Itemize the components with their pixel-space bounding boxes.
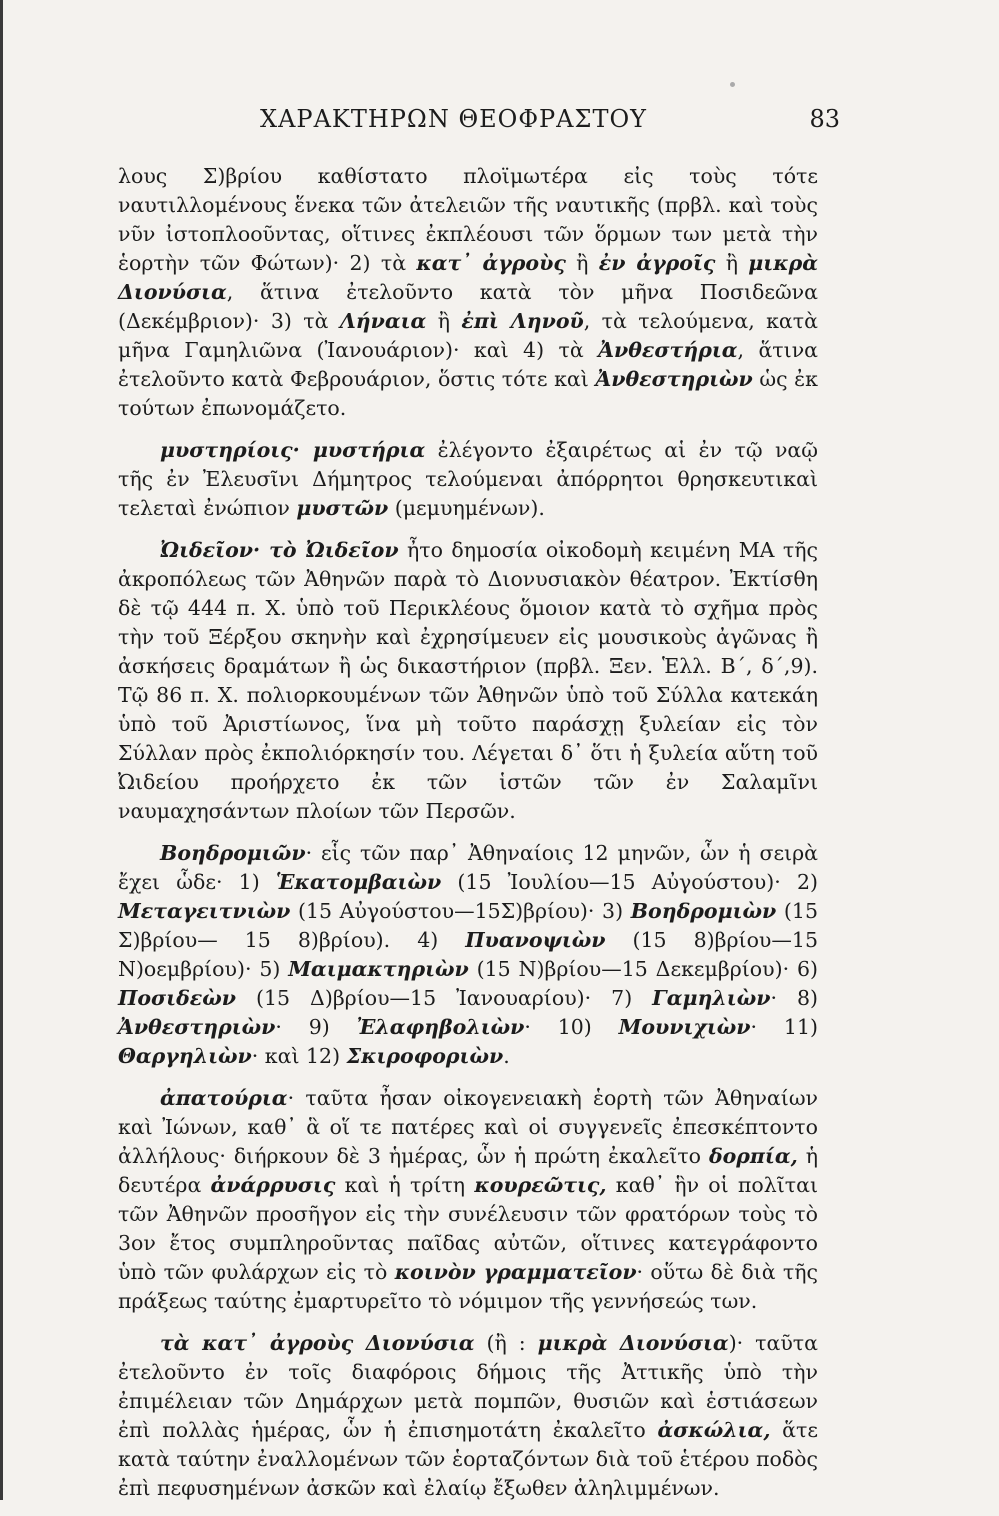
page-header	[150, 105, 840, 145]
page-number: 83	[809, 105, 840, 133]
text-run: ἅτε κατὰ ταύτην ἐναλλομένων τῶν ἑορταζόντων διὰ τοῦ ἑτέρου ποδὸς ἐπὶ πεφυσημένων ἀσκῶν καὶ ἐλαίῳ ἔξωθεν ἀληλιμμένων.	[118, 1418, 818, 1500]
text-run: · 8)	[770, 986, 818, 1010]
term: Ἑκατομβαιὼν	[275, 870, 442, 894]
text-run: ἦτο δημοσία οἰκοδομὴ κειμένη ΜΑ τῆς ἀκροπόλεως τῶν Ἀθηνῶν παρὰ τὸ Διονυσιακὸν θέατρον. Ἐκτίσθη δὲ τῷ 444 π. Χ. ὑπὸ τοῦ Περικλέους ὅμοιον κατὰ τὸ σχῆμα πρὸς τὴν τοῦ Ξέρξου σκηνὴν καὶ ἐχρησίμευεν εἰς μουσικοὺς ἀγῶνας ἢ ἀσκήσεις δραμάτων ἢ ὡς δικαστήριον (πρβλ. Ξεν. Ἑλλ. Β΄, δ΄,9). Τῷ 86 π. Χ. πολιορκουμένων τῶν Ἀθηνῶν ὑπὸ τοῦ Σύλλα κατεκάη ὑπὸ τοῦ Ἀριστίωνος, ἵνα μὴ τοῦτο παράσχῃ ξυλείαν εἰς τὸν Σύλλαν πρὸς ἐκπολιόρκησίν του. Λέγεται δ᾽ ὅτι ἡ ξυλεία αὕτη τοῦ Ὠιδείου προήρχετο ἐκ τῶν ἱστῶν τῶν ἐν Σαλαμῖνι ναυμαχησάντων πλοίων τῶν Περσῶν.	[118, 538, 818, 823]
text-run: (15 8)βρίου—15 Ν)οεμβρίου)· 5)	[118, 928, 818, 981]
term: Ὠιδεῖον· τὸ Ὠιδεῖον	[160, 538, 399, 562]
term: Σκιροφοριὼν	[346, 1044, 504, 1068]
term: Ἀνθεστηριὼν	[118, 1015, 276, 1039]
text-run: (μεμυημένων).	[388, 496, 545, 520]
paragraph	[118, 1329, 818, 1503]
term: Μουνιχιὼν	[618, 1015, 751, 1039]
term: ἀπατούρια	[160, 1086, 288, 1110]
term: ἀσκώλια,	[657, 1418, 771, 1442]
paragraph	[118, 1084, 818, 1316]
term: Ἐλαφηβολιὼν	[356, 1015, 525, 1039]
text-run: (15 Ν)βρίου—15 Δεκεμβρίου)· 6)	[468, 957, 818, 981]
term: Βοηδρομιῶν	[160, 841, 306, 865]
text-run: · οὕτω δὲ διὰ τῆς πράξεως ταύτης ἐμαρτυρεῖτο τὸ νόμιμον τῆς γεννήσεώς των.	[118, 1260, 818, 1313]
term: Πυανοψιὼν	[465, 928, 606, 952]
term: μυστῶν	[296, 496, 389, 520]
text-run: · 9)	[275, 1015, 357, 1039]
text-run: (15 Δ)βρίου—15 Ἰανουαρίου)· 7)	[235, 986, 653, 1010]
term: δορπία,	[708, 1144, 798, 1168]
term: Ποσιδεὼν	[118, 986, 236, 1010]
term: Ἀνθεστήρια	[598, 338, 738, 362]
text-run: )· ταῦτα ἐτελοῦντο ἐν τοῖς διαφόροις δήμοις τῆς Ἀττικῆς ὑπὸ τὴν ἐπιμέλειαν τῶν Δημάρχων μετὰ πομπῶν, θυσιῶν καὶ ἑστιάσεων ἐπὶ πολλὰς ἡμέρας, ὧν ἡ ἐπισημοτάτη ἐκαλεῖτο	[118, 1331, 818, 1442]
term: ἀνάρρυσις	[210, 1173, 336, 1197]
text-run: , τὰ τελούμενα, κατὰ μῆνα Γαμηλιῶνα (Ἰανουάριον)· καὶ 4) τὰ	[118, 309, 818, 362]
text-run: καθ᾽ ἣν οἱ πολῖται τῶν Ἀθηνῶν προσῆγον εἰς τὴν συνέλευσιν τῶν φρατόρων τοὺς τὸ 3ον ἔτος συμπληροῦντας παῖδας αὐτῶν, οἵτινες κατεγράφοντο ὑπὸ τῶν φυλάρχων εἰς τὸ	[118, 1173, 818, 1284]
term: κατ᾽ ἀγροὺς	[416, 251, 566, 275]
text-run: · 10)	[524, 1015, 619, 1039]
text-run: · ταῦτα ἦσαν οἰκογενειακὴ ἑορτὴ τῶν Ἀθηναίων καὶ Ἰώνων, καθ᾽ ἃ οἵ τε πατέρες καὶ οἱ συγγενεῖς ἐπεσκέπτοντο ἀλλήλους· διήρκουν δὲ 3 ἡμέρας, ὧν ἡ πρώτη ἐκαλεῖτο	[118, 1086, 818, 1168]
term: Μαιμακτηριὼν	[288, 957, 469, 981]
text-run: , ἅτινα ἐτελοῦντο κατὰ τὸν μῆνα Ποσιδεῶνα (Δεκέμβριον)· 3) τὰ	[118, 280, 818, 333]
text-run: · καὶ 12)	[251, 1044, 347, 1068]
text-run: (15 Αὐγούστου—15Σ)βρίου)· 3)	[290, 899, 631, 923]
text-run: , ἅτινα ἐτελοῦντο κατὰ Φεβρουάριον, ὅστις τότε καὶ	[118, 338, 818, 391]
term: Θαργηλιὼν	[118, 1044, 252, 1068]
paragraph	[118, 536, 818, 826]
term: ἐν ἀγροῖς	[598, 251, 716, 275]
text-run: .	[503, 1044, 510, 1068]
term: ἐπὶ Ληνοῦ	[461, 309, 584, 333]
paragraph	[118, 839, 818, 1071]
body-text	[118, 162, 818, 1516]
term: Λήναια	[339, 309, 427, 333]
paragraph	[118, 436, 818, 523]
ink-speck	[730, 82, 735, 87]
running-title: ΧΑΡΑΚΤΗΡΩΝ ΘΕΟΦΡΑΣΤΟΥ	[260, 105, 647, 133]
text-run: λους Σ)βρίου καθίστατο πλοϊμωτέρα εἰς τοὺς τότε ναυτιλλομένους ἕνεκα τῶν ἀτελειῶν τῆς ναυτικῆς (πρβλ. καὶ τοὺς νῦν ἰστοπλοοῦντας, οἵτινες ἐκπλέουσι τῶν ὅρμων των μετὰ τὴν ἑορτὴν τῶν Φώτων)· 2) τὰ	[118, 164, 818, 275]
text-run: καὶ ἡ τρίτη	[335, 1173, 475, 1197]
text-run: ἡ δευτέρα	[118, 1144, 818, 1197]
term: Ἀνθεστηριὼν	[595, 367, 753, 391]
paragraph	[118, 162, 818, 423]
text-run: ἢ	[426, 309, 462, 333]
term: τὰ κατ᾽ ἀγροὺς Διονύσια	[160, 1331, 475, 1355]
text-run: (ἢ :	[474, 1331, 538, 1355]
term: μικρὰ Διονύσια	[537, 1331, 729, 1355]
term: Βοηδρομιὼν	[630, 899, 777, 923]
text-run: ὡς ἐκ τούτων ἐπωνομάζετο.	[118, 367, 818, 420]
term: μυστηρίοις· μυστήρια	[160, 438, 426, 462]
term: μικρὰ Διονύσια	[118, 251, 818, 304]
page-binding-edge	[0, 0, 3, 1500]
term: κοινὸν γραμματεῖον	[394, 1260, 637, 1284]
text-run: (15 Σ)βρίου— 15 8)βρίου). 4)	[118, 899, 818, 952]
term: Γαμηλιὼν	[652, 986, 771, 1010]
text-run: ἐλέγοντο ἐξαιρέτως αἱ ἐν τῷ ναῷ τῆς ἐν Ἐλευσῖνι Δήμητρος τελούμεναι ἀπόρρητοι θρησκευτικαὶ τελεταὶ ἐνώπιον	[118, 438, 818, 520]
text-run: · εἷς τῶν παρ᾽ Ἀθηναίοις 12 μηνῶν, ὧν ἡ σειρὰ ἔχει ὧδε· 1)	[118, 841, 818, 894]
term: Μεταγειτνιὼν	[118, 899, 291, 923]
text-run: ἢ	[565, 251, 599, 275]
text-run: (15 Ἰουλίου—15 Αὐγούστου)· 2)	[441, 870, 818, 894]
term: κουρεῶτις,	[474, 1173, 607, 1197]
text-run: · 11)	[750, 1015, 818, 1039]
text-run: ἢ	[715, 251, 749, 275]
